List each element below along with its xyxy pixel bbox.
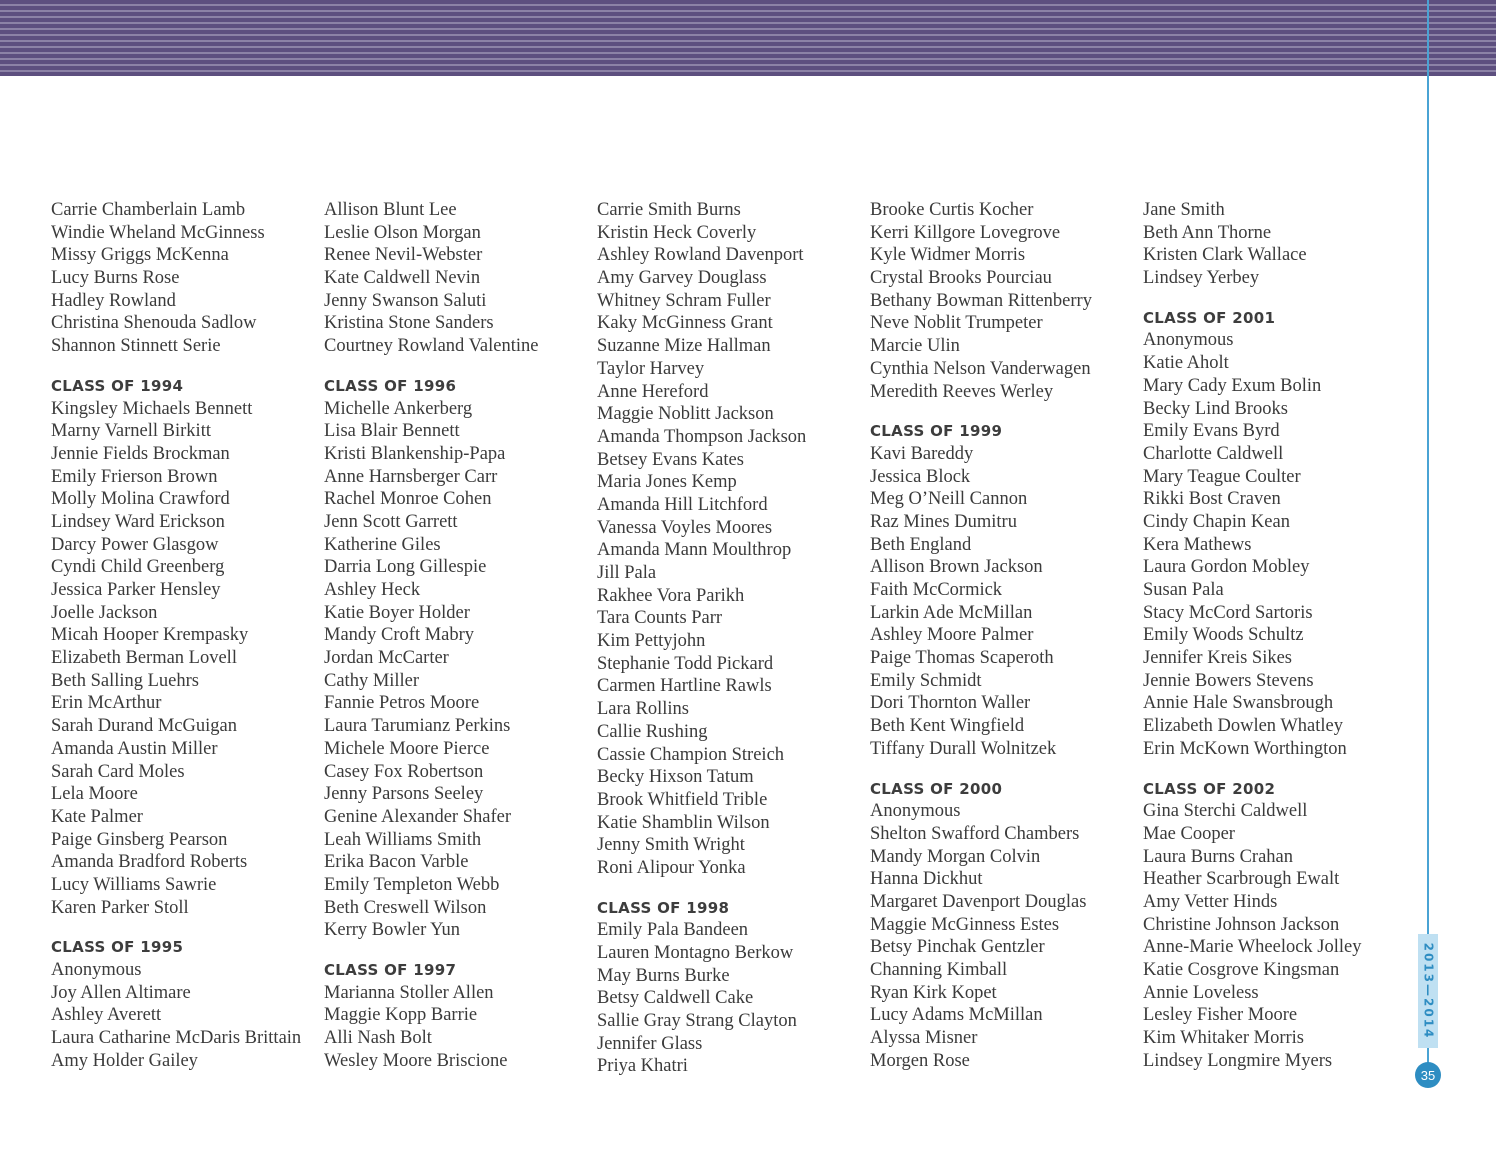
donor-name: Gina Sterchi Caldwell — [1143, 801, 1308, 822]
donor-name: Leslie Olson Morgan — [324, 222, 481, 243]
donor-name: Micah Hooper Krempasky — [51, 625, 249, 646]
donor-name: Vanessa Voyles Moores — [597, 517, 773, 538]
donor-name: Windie Wheland McGinness — [51, 222, 265, 243]
donor-column-5 — [1143, 199, 1411, 1072]
donor-name: Lucy Williams Sawrie — [51, 874, 217, 895]
class-year-heading: CLASS OF 1999 — [870, 422, 1003, 441]
donor-name: Jennie Bowers Stevens — [1143, 670, 1314, 691]
donor-name: Darria Long Gillespie — [324, 557, 487, 578]
donor-name: Lindsey Longmire Myers — [1143, 1050, 1333, 1071]
donor-name: Jill Pala — [597, 563, 657, 583]
donor-name: Kaky McGinness Grant — [597, 313, 773, 334]
donor-name: Darcy Power Glasgow — [51, 534, 219, 555]
donor-name: Morgen Rose — [870, 1050, 970, 1071]
donor-column-1 — [51, 199, 319, 1072]
donor-name: Beth Salling Luehrs — [51, 670, 199, 691]
donor-name: Maria Jones Kemp — [597, 472, 737, 493]
donor-name: Kerri Killgore Lovegrove — [870, 222, 1061, 243]
donor-name: Joelle Jackson — [51, 602, 158, 623]
donor-name: Rakhee Vora Parikh — [597, 585, 745, 606]
donor-name: Marcie Ulin — [870, 336, 960, 357]
donor-name: Annie Loveless — [1143, 982, 1259, 1003]
donor-name: Allison Brown Jackson — [870, 557, 1043, 578]
donor-name: Tara Counts Parr — [597, 608, 723, 629]
donor-name: Anonymous — [51, 960, 142, 980]
donor-name: Kristen Clark Wallace — [1143, 245, 1307, 266]
donor-name: Marianna Stoller Allen — [324, 982, 494, 1003]
donor-name: Emily Schmidt — [870, 670, 982, 691]
donor-name: Courtney Rowland Valentine — [324, 336, 539, 357]
donor-name: Fannie Petros Moore — [324, 693, 480, 714]
donor-name: Molly Molina Crawford — [51, 489, 230, 510]
donor-name: Lela Moore — [51, 784, 138, 805]
donor-name: Mae Cooper — [1143, 823, 1235, 844]
donor-name: Susan Pala — [1143, 580, 1224, 600]
donor-name: Maggie Kopp Barrie — [324, 1005, 478, 1026]
donor-name: Anne Hereford — [597, 381, 709, 402]
donor-name: Emily Templeton Webb — [324, 874, 500, 895]
donor-name: Annie Hale Swansbrough — [1143, 693, 1334, 714]
donor-name: Wesley Moore Briscione — [324, 1050, 508, 1071]
donor-name: Ashley Averett — [51, 1005, 162, 1026]
donor-name: Sarah Card Moles — [51, 761, 185, 782]
donor-name: Emily Pala Bandeen — [597, 920, 749, 941]
class-year-heading: CLASS OF 1995 — [51, 938, 184, 957]
donor-name: Amanda Bradford Roberts — [51, 852, 248, 873]
donor-name: Crystal Brooks Pourciau — [870, 268, 1052, 289]
donor-column-2 — [324, 199, 592, 1072]
donor-name: Kate Caldwell Nevin — [324, 268, 481, 289]
donor-name: Lucy Adams McMillan — [870, 1005, 1043, 1026]
donor-name: Shelton Swafford Chambers — [870, 823, 1080, 844]
donor-name: Lesley Fisher Moore — [1143, 1005, 1298, 1026]
donor-name: Lisa Blair Bennett — [324, 421, 460, 442]
donor-name: Emily Frierson Brown — [51, 466, 218, 487]
donor-name: Rachel Monroe Cohen — [324, 489, 492, 510]
donor-name: Jennifer Glass — [597, 1033, 703, 1054]
donor-name: Beth Creswell Wilson — [324, 897, 487, 918]
donor-name: Beth England — [870, 534, 972, 555]
header-stripe-band — [0, 0, 1496, 76]
donor-name: Stephanie Todd Pickard — [597, 653, 774, 674]
donor-name: Katie Boyer Holder — [324, 602, 470, 623]
donor-name: Stacy McCord Sartoris — [1143, 602, 1313, 623]
donor-name: Erin McArthur — [51, 693, 162, 714]
margin-rule — [1427, 0, 1429, 1064]
donor-name: Becky Lind Brooks — [1143, 398, 1288, 419]
donor-name: Ashley Moore Palmer — [870, 625, 1034, 646]
donor-name: Sarah Durand McGuigan — [51, 716, 237, 737]
donor-name: Paige Thomas Scaperoth — [870, 648, 1054, 669]
donor-name: Alyssa Misner — [870, 1028, 978, 1049]
donor-name: Taylor Harvey — [597, 358, 705, 379]
donor-name: Carmen Hartline Rawls — [597, 676, 772, 697]
donor-name: Amy Garvey Douglass — [597, 268, 767, 289]
donor-name: Tiffany Durall Wolnitzek — [870, 738, 1057, 759]
class-year-heading: CLASS OF 1998 — [597, 898, 730, 917]
class-year-heading: CLASS OF 2001 — [1143, 308, 1276, 327]
donor-name: Katherine Giles — [324, 534, 441, 555]
donor-name: Laura Catharine McDaris Brittain — [51, 1028, 302, 1049]
donor-name: Emily Woods Schultz — [1143, 625, 1304, 646]
donor-name: Jenny Swanson Saluti — [324, 290, 487, 311]
donor-name: Rikki Bost Craven — [1143, 489, 1281, 510]
donor-name: Katie Shamblin Wilson — [597, 812, 770, 833]
donor-name: Dori Thornton Waller — [870, 693, 1031, 714]
donor-name: Charlotte Caldwell — [1143, 443, 1284, 464]
donor-name: Anonymous — [870, 801, 961, 822]
donor-column-4 — [870, 199, 1138, 1072]
donor-name: Lindsey Yerbey — [1143, 268, 1260, 289]
donor-name: Ashley Rowland Davenport — [597, 245, 804, 266]
donor-name: Channing Kimball — [870, 960, 1008, 980]
donor-name: Ryan Kirk Kopet — [870, 982, 997, 1003]
donor-name: Betsey Evans Kates — [597, 449, 744, 470]
donor-name: Maggie Noblitt Jackson — [597, 404, 774, 425]
donor-name: Jessica Parker Hensley — [51, 580, 221, 600]
donor-name: Cathy Miller — [324, 670, 420, 691]
donor-name: Lara Rollins — [597, 699, 689, 720]
donor-name: Kavi Bareddy — [870, 443, 974, 464]
donor-name: Becky Hixson Tatum — [597, 767, 754, 788]
donor-name: Cynthia Nelson Vanderwagen — [870, 358, 1091, 379]
donor-name: Callie Rushing — [597, 721, 708, 742]
donor-name: Beth Kent Wingfield — [870, 716, 1025, 737]
donor-name: Hanna Dickhut — [870, 869, 983, 890]
class-year-heading: CLASS OF 1997 — [324, 961, 457, 979]
donor-name: Jane Smith — [1143, 200, 1225, 220]
donor-name: Katie Aholt — [1143, 353, 1229, 374]
donor-name: Kim Pettyjohn — [597, 631, 706, 652]
donor-name: Joy Allen Altimare — [51, 982, 191, 1003]
donor-column-3 — [597, 199, 865, 1078]
donor-name: Anne Harnsberger Carr — [324, 466, 498, 487]
donor-name: Laura Burns Crahan — [1143, 846, 1294, 867]
donor-name: Michele Moore Pierce — [324, 738, 490, 759]
donor-name: Lindsey Ward Erickson — [51, 511, 225, 532]
donor-name: Shannon Stinnett Serie — [51, 336, 221, 357]
donor-name: Katie Cosgrove Kingsman — [1143, 960, 1340, 980]
donor-name: Mandy Morgan Colvin — [870, 846, 1041, 867]
donor-name: Laura Tarumianz Perkins — [324, 716, 511, 737]
donor-name: Carrie Chamberlain Lamb — [51, 200, 246, 220]
donor-name: Suzanne Mize Hallman — [597, 336, 771, 357]
donor-name: Meg O’Neill Cannon — [870, 489, 1028, 510]
donor-name: Maggie McGinness Estes — [870, 914, 1060, 935]
donor-name: Erika Bacon Varble — [324, 852, 469, 873]
donor-name: Kerry Bowler Yun — [324, 920, 460, 941]
year-label: 2013—2014 — [1421, 942, 1436, 1040]
donor-name: Bethany Bowman Rittenberry — [870, 290, 1092, 311]
donor-name: Christine Johnson Jackson — [1143, 914, 1340, 935]
donor-name: Margaret Davenport Douglas — [870, 891, 1087, 912]
donor-name: Amanda Mann Moulthrop — [597, 540, 792, 561]
donor-name: Leah Williams Smith — [324, 829, 482, 850]
donor-name: Paige Ginsberg Pearson — [51, 829, 228, 850]
donor-name: Amy Vetter Hinds — [1143, 891, 1278, 912]
donor-name: Sallie Gray Strang Clayton — [597, 1011, 797, 1032]
donor-name: Ashley Heck — [324, 580, 421, 600]
class-year-heading: CLASS OF 1994 — [51, 376, 184, 395]
donor-name: Kristin Heck Coverly — [597, 222, 757, 243]
donor-name: Meredith Reeves Werley — [870, 381, 1054, 402]
donor-name: Carrie Smith Burns — [597, 200, 741, 220]
donor-name: Priya Khatri — [597, 1056, 688, 1077]
donor-name: Kim Whitaker Morris — [1143, 1028, 1304, 1049]
donor-name: Mary Cady Exum Bolin — [1143, 375, 1322, 396]
donor-name: Lucy Burns Rose — [51, 268, 180, 289]
donor-name: Jenny Parsons Seeley — [324, 784, 484, 805]
donor-name: Kristina Stone Sanders — [324, 313, 494, 334]
donor-name: Jenny Smith Wright — [597, 835, 745, 856]
class-year-heading: CLASS OF 2002 — [1143, 779, 1276, 798]
donor-name: Genine Alexander Shafer — [324, 806, 511, 827]
donor-name: Kingsley Michaels Bennett — [51, 398, 253, 419]
donor-name: Kyle Widmer Morris — [870, 245, 1026, 266]
donor-name: Betsy Caldwell Cake — [597, 988, 754, 1009]
donor-name: Karen Parker Stoll — [51, 897, 189, 918]
donor-name: Christina Shenouda Sadlow — [51, 313, 257, 334]
donor-name: Jordan McCarter — [324, 648, 449, 669]
donor-name: Larkin Ade McMillan — [870, 602, 1033, 623]
donor-name: Alli Nash Bolt — [324, 1028, 432, 1049]
donor-name: Renee Nevil-Webster — [324, 245, 483, 266]
donor-name: Amy Holder Gailey — [51, 1050, 198, 1071]
donor-name: Kera Mathews — [1143, 534, 1252, 555]
donor-name: Jennifer Kreis Sikes — [1143, 648, 1292, 669]
donor-name: Anne-Marie Wheelock Jolley — [1143, 937, 1362, 958]
donor-name: Erin McKown Worthington — [1143, 738, 1347, 759]
donor-name: Michelle Ankerberg — [324, 398, 473, 419]
donor-name: Jennie Fields Brockman — [51, 443, 230, 464]
donor-name: Heather Scarbrough Ewalt — [1143, 869, 1340, 890]
donor-name: Kate Palmer — [51, 806, 143, 827]
donor-name: Beth Ann Thorne — [1143, 222, 1272, 243]
donor-name: Hadley Rowland — [51, 290, 176, 311]
donor-name: Amanda Thompson Jackson — [597, 426, 807, 447]
donor-name: Brook Whitfield Trible — [597, 789, 768, 810]
donor-name: Cyndi Child Greenberg — [51, 557, 225, 578]
donor-name: Amanda Austin Miller — [51, 738, 218, 759]
class-year-heading: CLASS OF 2000 — [870, 779, 1003, 798]
donor-name: Anonymous — [1143, 330, 1234, 351]
donor-name: Amanda Hill Litchford — [597, 494, 768, 515]
donor-name: Roni Alipour Yonka — [597, 857, 746, 878]
donor-name: Faith McCormick — [870, 580, 1003, 600]
donor-name: Mandy Croft Mabry — [324, 625, 475, 646]
page-number-badge: 35 — [1415, 1062, 1441, 1088]
year-tab — [1418, 934, 1438, 1048]
donor-name: Jessica Block — [870, 466, 971, 487]
donor-name: Jenn Scott Garrett — [324, 511, 458, 532]
donor-name: Mary Teague Coulter — [1143, 466, 1301, 487]
donor-name: Cassie Champion Streich — [597, 744, 785, 765]
donor-name: Lauren Montagno Berkow — [597, 943, 794, 963]
donor-name: May Burns Burke — [597, 965, 730, 986]
donor-name: Laura Gordon Mobley — [1143, 557, 1310, 578]
donor-name: Elizabeth Berman Lovell — [51, 648, 237, 669]
donor-name: Emily Evans Byrd — [1143, 421, 1280, 442]
donor-name: Missy Griggs McKenna — [51, 245, 229, 266]
donor-name: Elizabeth Dowlen Whatley — [1143, 716, 1344, 737]
donor-name: Betsy Pinchak Gentzler — [870, 937, 1045, 958]
donor-name: Brooke Curtis Kocher — [870, 200, 1034, 220]
donor-name: Marny Varnell Birkitt — [51, 421, 211, 442]
donor-name: Cindy Chapin Kean — [1143, 511, 1290, 532]
donor-name: Casey Fox Robertson — [324, 761, 484, 782]
donor-name: Neve Noblit Trumpeter — [870, 313, 1043, 334]
donor-name: Allison Blunt Lee — [324, 200, 457, 220]
class-year-heading: CLASS OF 1996 — [324, 376, 457, 395]
donor-name: Kristi Blankenship-Papa — [324, 443, 506, 464]
donor-name: Whitney Schram Fuller — [597, 290, 771, 311]
donor-name: Raz Mines Dumitru — [870, 511, 1017, 532]
